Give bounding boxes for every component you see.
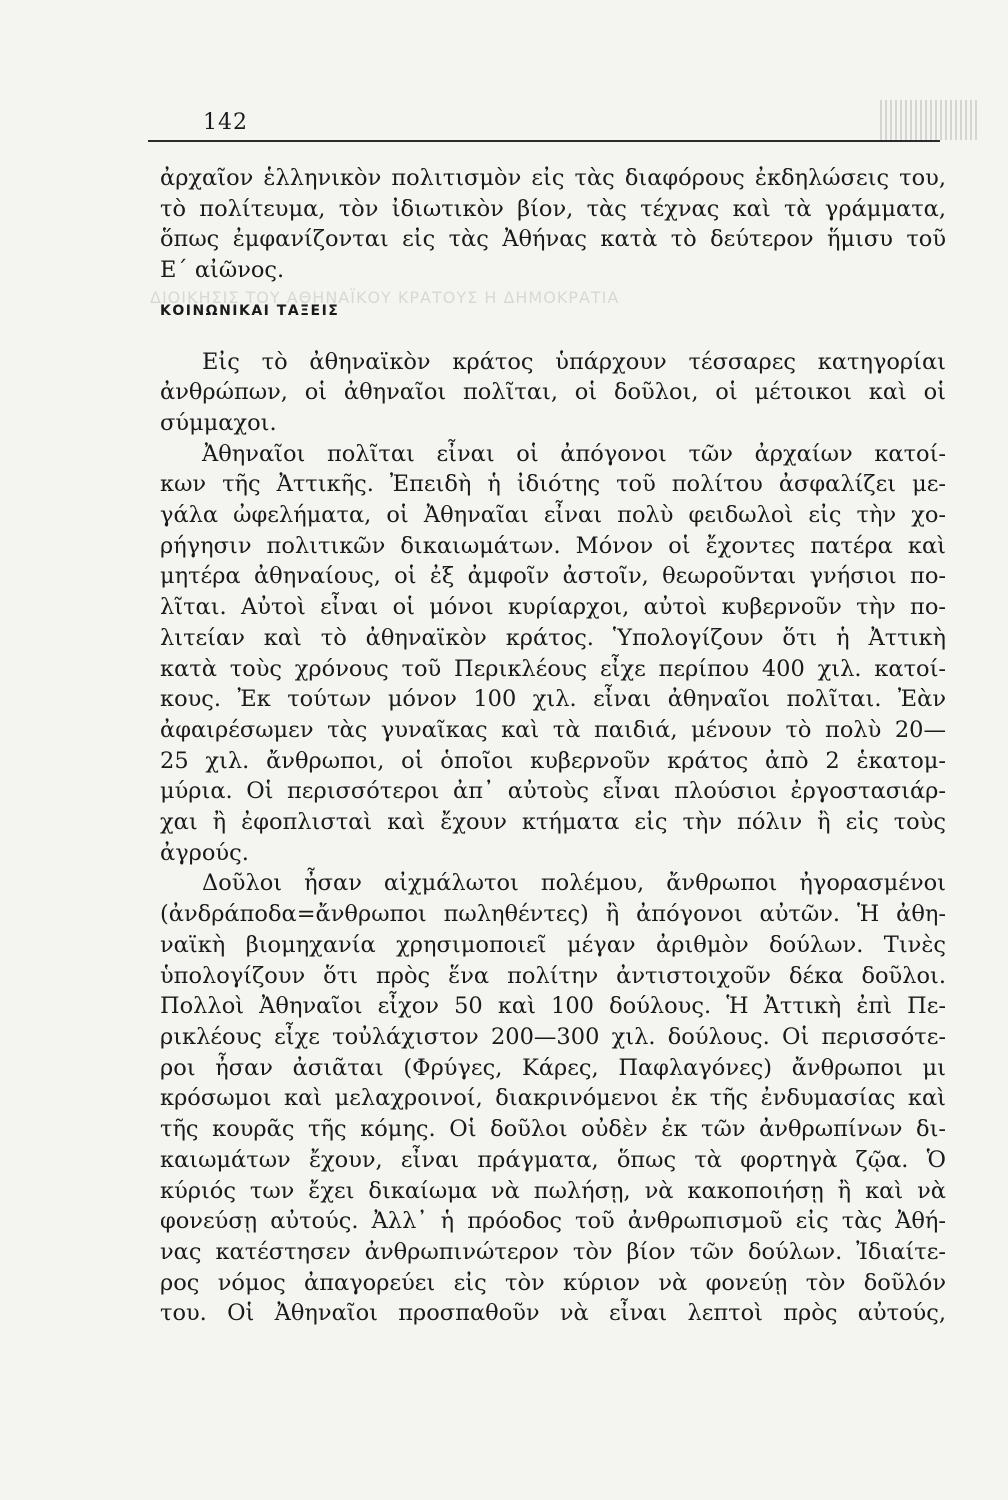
- text-line: Εἰς τὸ ἀθηναϊκὸν κράτος ὑπάρχουν τέσσαρες κατηγορίαι: [202, 348, 946, 375]
- text-line: μύρια. Οἱ περισσότεροι ἀπ᾿ αὐτοὺς εἶναι πλούσιοι ἐργοστασιάρ-: [160, 778, 946, 805]
- text-line: καιωμάτων ἔχουν, εἶναι πράγματα, ὅπως τὰ φορτηγὰ ζῷα. Ὁ: [160, 1146, 946, 1173]
- text-line: Ἀθηναῖοι πολῖται εἶναι οἱ ἀπόγονοι τῶν ἀρχαίων κατοί-: [202, 440, 946, 467]
- body-text: [160, 163, 946, 1329]
- text-line: ρος νόμος ἀπαγορεύει εἰς τὸν κύριον νὰ φονεύῃ τὸν δοῦλόν: [160, 1269, 946, 1296]
- text-line: ὑπολογίζουν ὅτι πρὸς ἕνα πολίτην ἀντιστοιχοῦν δέκα δοῦλοι.: [160, 962, 946, 989]
- header-ornament: [880, 100, 980, 140]
- text-line: ἀφαιρέσωμεν τὰς γυναῖκας καὶ τὰ παιδιά, μένουν τὸ πολὺ 20—: [160, 716, 946, 743]
- text-line: σύμμαχοι.: [160, 409, 277, 436]
- text-line: ἀνθρώπων, οἱ ἀθηναῖοι πολῖται, οἱ δοῦλοι, οἱ μέτοικοι καὶ οἱ: [160, 379, 946, 406]
- text-line: ρικλέους εἶχε τοὐλάχιστον 200—300 χιλ. δούλους. Οἱ περισσότε-: [160, 1023, 946, 1050]
- text-line: ναϊκὴ βιομηχανία χρησιμοποιεῖ μέγαν ἀριθμὸν δούλων. Τινὲς: [160, 931, 946, 958]
- text-line: 25 χιλ. ἄνθρωποι, οἱ ὁποῖοι κυβερνοῦν κράτος ἀπὸ 2 ἑκατομ-: [160, 747, 946, 774]
- text-line: φονεύσῃ αὐτούς. Ἀλλ᾿ ἡ πρόοδος τοῦ ἀνθρωπισμοῦ εἰς τὰς Ἀθή-: [160, 1208, 946, 1235]
- text-line: Δοῦλοι ἦσαν αἰχμάλωτοι πολέμου, ἄνθρωποι ἠγορασμένοι: [202, 870, 946, 897]
- text-line: ὅπως ἐμφανίζονται εἰς τὰς Ἀθήνας κατὰ τὸ δεύτερον ἥμισυ τοῦ: [160, 226, 946, 253]
- text-line: χαι ἢ ἐφοπλισταὶ καὶ ἔχουν κτήματα εἰς τὴν πόλιν ἢ εἰς τοὺς: [160, 809, 946, 836]
- text-line: λιτείαν καὶ τὸ ἀθηναϊκὸν κράτος. Ὑπολογίζουν ὅτι ἡ Ἀττικὴ: [160, 624, 946, 651]
- text-line: λῖται. Αὐτοὶ εἶναι οἱ μόνοι κυρίαρχοι, αὐτοὶ κυβερνοῦν τὴν πο-: [160, 594, 946, 621]
- text-line: Ε΄ αἰῶνος.: [160, 257, 285, 284]
- text-line: ροι ἦσαν ἀσιᾶται (Φρύγες, Κάρες, Παφλαγόνες) ἄνθρωποι μι: [160, 1054, 946, 1081]
- text-line: κατὰ τοὺς χρόνους τοῦ Περικλέους εἶχε περίπου 400 χιλ. κατοί-: [160, 655, 946, 682]
- text-line: ἀγρούς.: [160, 839, 249, 866]
- section-heading: ΚΟΙΝΩΝΙΚΑΙ ΤΑΞΕΙΣ: [160, 302, 340, 319]
- text-line: κρόσωμοι καὶ μελαχροινοί, διακρινόμενοι ἐκ τῆς ἐνδυμασίας καὶ: [160, 1085, 946, 1112]
- text-line: γάλα ὠφελήματα, οἱ Ἀθηναῖαι εἶναι πολὺ φειδωλοὶ εἰς τὴν χο-: [160, 502, 946, 529]
- text-line: κους. Ἐκ τούτων μόνον 100 χιλ. εἶναι ἀθηναῖοι πολῖται. Ἐὰν: [160, 686, 946, 713]
- page-number: 142: [203, 110, 248, 135]
- text-line: τὸ πολίτευμα, τὸν ἰδιωτικὸν βίον, τὰς τέχνας καὶ τὰ γράμματα,: [160, 195, 946, 222]
- text-line: νας κατέστησεν ἀνθρωπινώτερον τὸν βίον τῶν δούλων. Ἰδιαίτε-: [160, 1238, 946, 1265]
- text-line: μητέρα ἀθηναίους, οἱ ἐξ ἀμφοῖν ἀστοῖν, θεωροῦνται γνήσιοι πο-: [160, 563, 946, 590]
- text-line: κων τῆς Ἀττικῆς. Ἐπειδὴ ἡ ἰδιότης τοῦ πολίτου ἀσφαλίζει με-: [160, 471, 946, 498]
- header-rule: [148, 140, 940, 142]
- text-line: κύριός των ἔχει δικαίωμα νὰ πωλήσῃ, νὰ κακοποιήσῃ ἢ καὶ νὰ: [160, 1177, 946, 1204]
- text-line: Πολλοὶ Ἀθηναῖοι εἶχον 50 καὶ 100 δούλους. Ἡ Ἀττικὴ ἐπὶ Πε-: [160, 993, 946, 1020]
- text-line: (ἀνδράποδα=ἄνθρωποι πωληθέντες) ἢ ἀπόγονοι αὐτῶν. Ἡ ἀθη-: [160, 901, 946, 928]
- text-line: ρήγησιν πολιτικῶν δικαιωμάτων. Μόνον οἱ ἔχοντες πατέρα καὶ: [160, 532, 946, 559]
- text-line: τῆς κουρᾶς τῆς κόμης. Οἱ δοῦλοι οὐδὲν ἐκ τῶν ἀνθρωπίνων δι-: [160, 1116, 946, 1143]
- text-line: ἀρχαῖον ἑλληνικὸν πολιτισμὸν εἰς τὰς διαφόρους ἐκδηλώσεις του,: [160, 165, 946, 191]
- text-line: του. Οἱ Ἀθηναῖοι προσπαθοῦν νὰ εἶναι λεπτοὶ πρὸς αὐτούς,: [160, 1300, 946, 1327]
- bleed-through-text: ΔΙΟΙΚΗΣΙΣ ΤΟΥ ΑΘΗΝΑΪΚΟΥ ΚΡΑΤΟΥΣ Η ΔΗΜΟΚΡΑΤΙΑ: [150, 288, 620, 307]
